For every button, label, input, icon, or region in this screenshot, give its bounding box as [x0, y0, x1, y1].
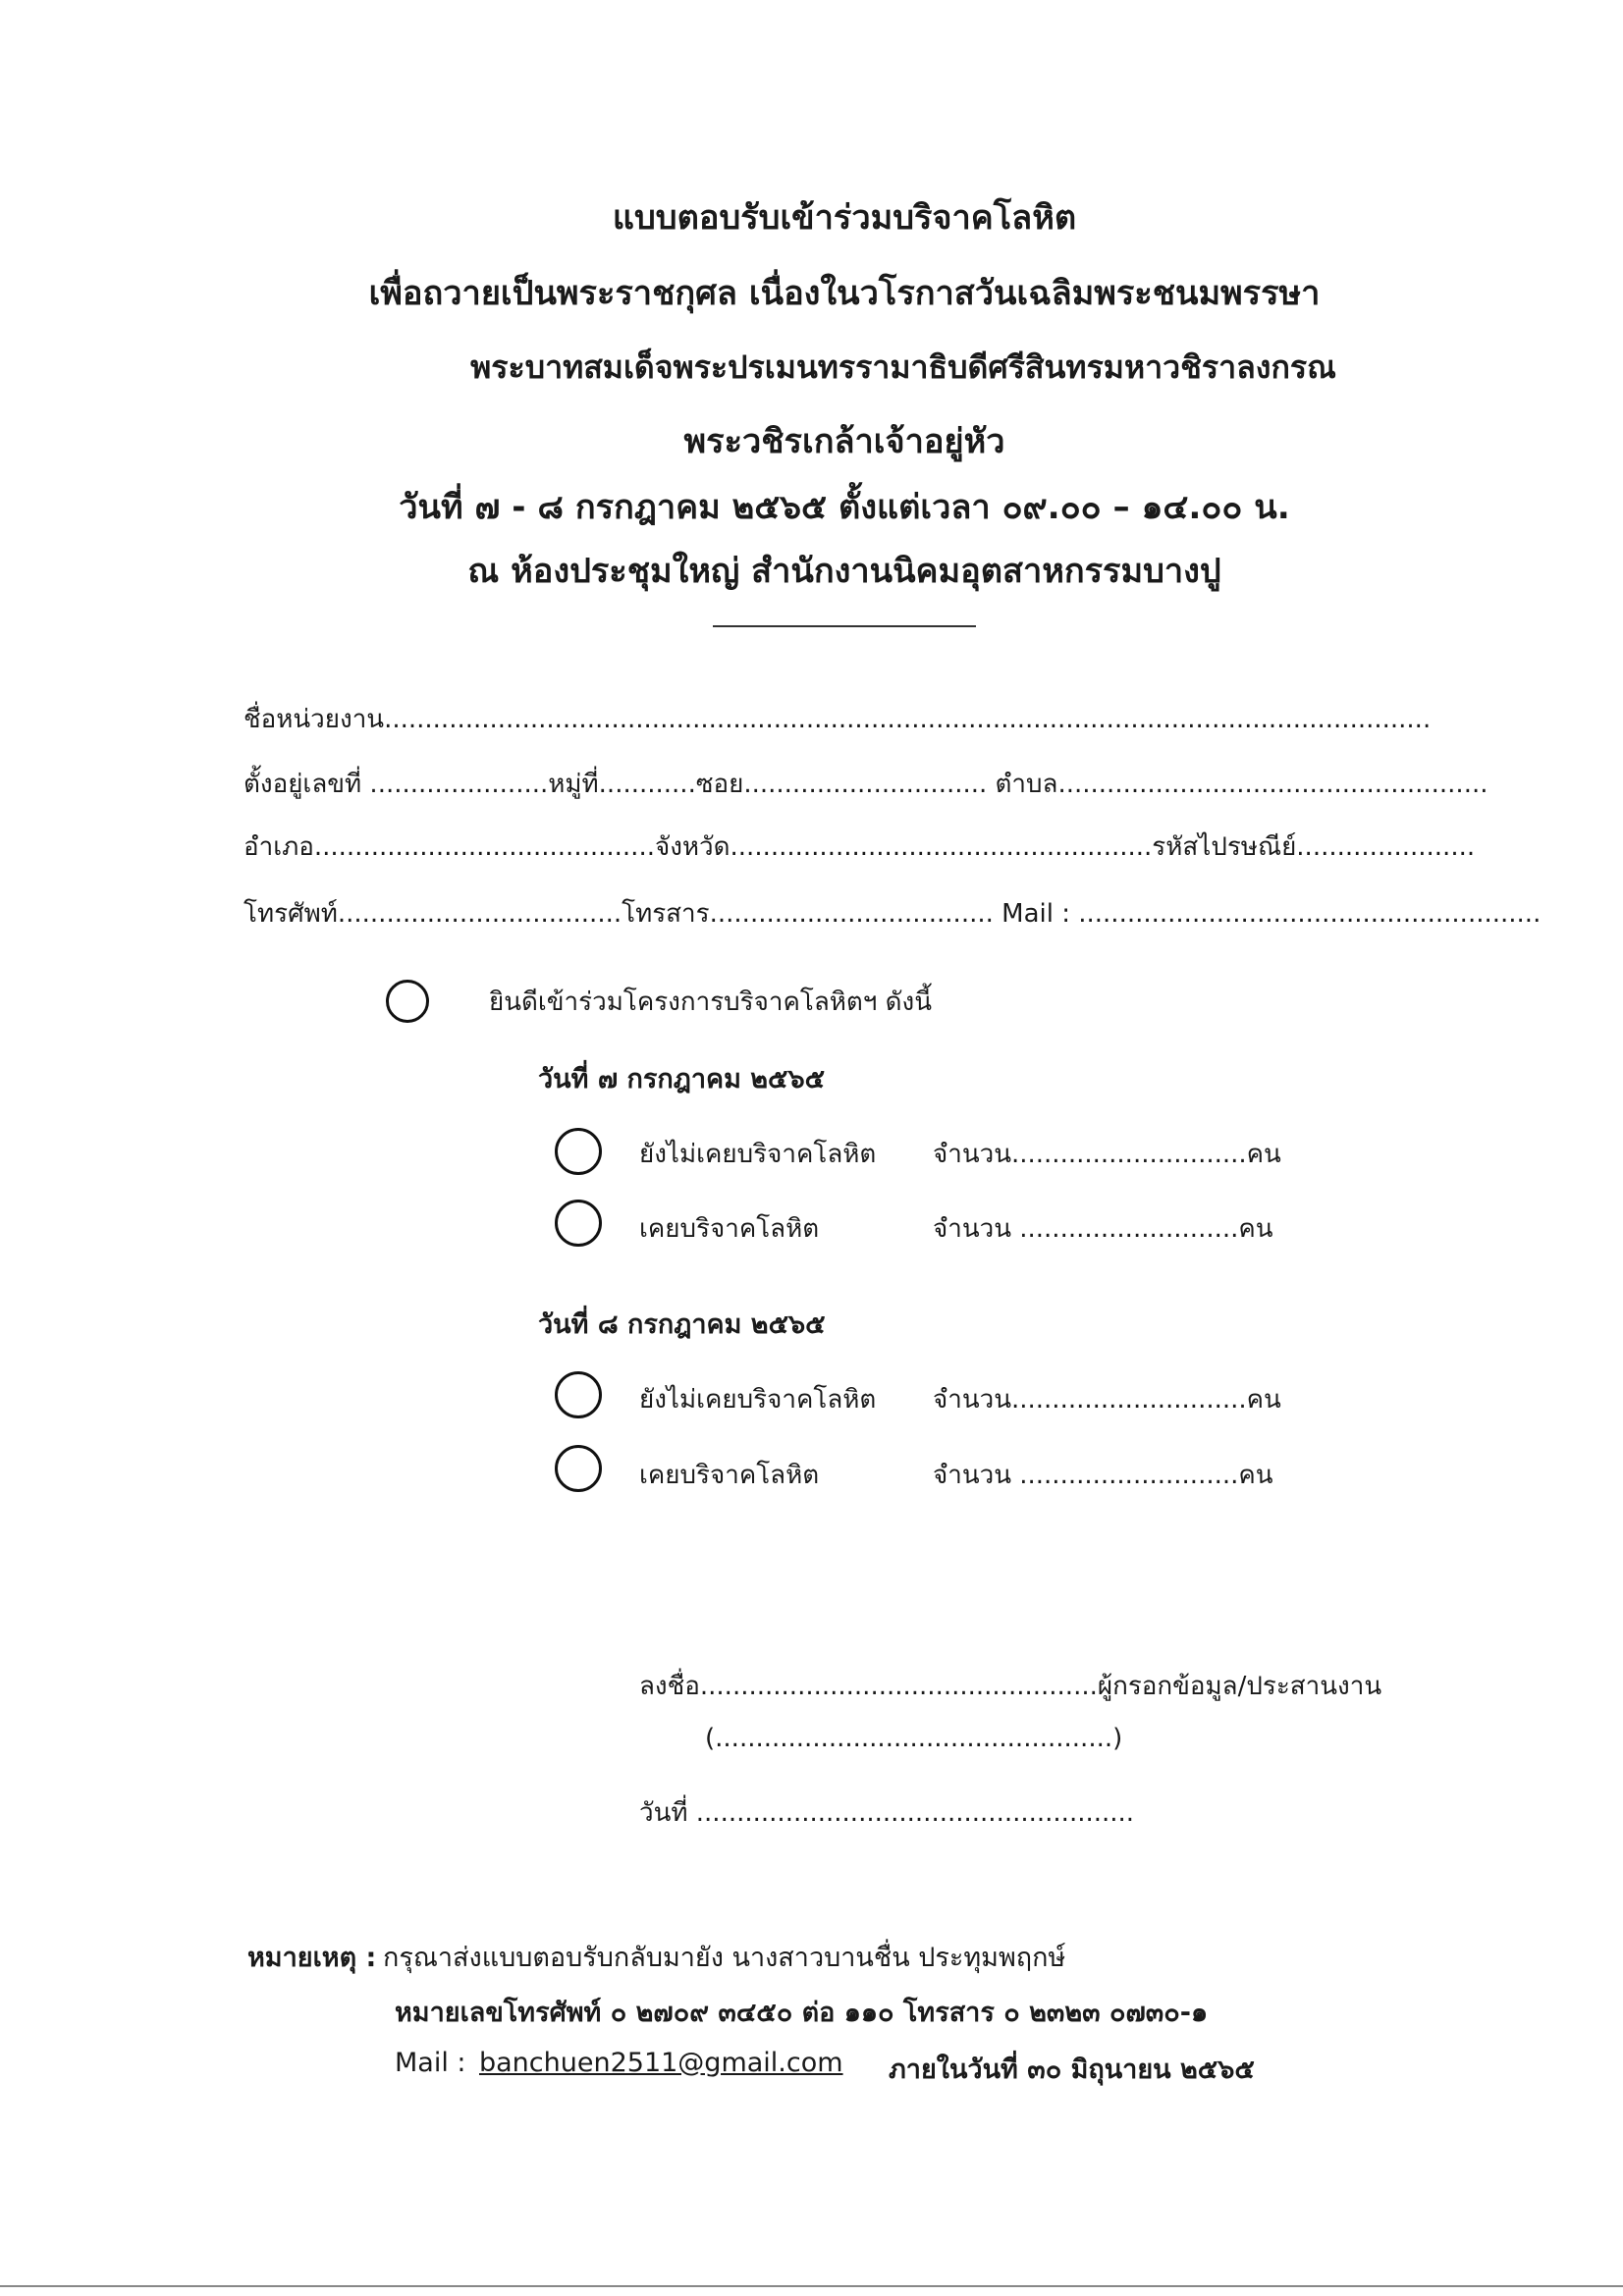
note-label: หมายเหตุ : [247, 1943, 377, 1973]
note-line-2: หมายเลขโทรศัพท์ ๐ ๒๗๐๙ ๓๔๕๐ ต่อ ๑๑๐ โทรสาร ๐ ๒๓๒๓ ๐๗๓๐-๑ [395, 1998, 1209, 2028]
day1-before-label: เคยบริจาคโลหิต [639, 1214, 820, 1244]
district-field[interactable]: อำเภอ..........................................จังหวัด....................................................รหัสไปรษณีย์...................... [243, 832, 1476, 862]
page-bottom-line [0, 2285, 1623, 2287]
join-label: ยินดีเข้าร่วมโครงการบริจาคโลหิตฯ ดังนี้ [489, 988, 933, 1017]
mail-label: Mail : [395, 2048, 466, 2078]
day2-never-amount[interactable]: จำนวน.............................คน [933, 1385, 1281, 1415]
event-date: วันที่ ๗ - ๘ กรกฎาคม ๒๕๖๕ ตั้งแต่เวลา ๐๙.๐๐ – ๑๔.๐๐ น. [399, 488, 1290, 527]
day2-before-label: เคยบริจาคโลหิต [639, 1461, 820, 1490]
org-name-field[interactable]: ชื่อหน่วยงาน................................................................................................................................. [243, 705, 1432, 734]
form-subtitle-3: พระวชิรเกล้าเจ้าอยู่หัว [683, 422, 1005, 461]
join-radio[interactable] [386, 980, 429, 1023]
address-field[interactable]: ตั้งอยู่เลขที่ ......................หมู่ที่............ซอย.............................. ตำบล..................................................... [243, 770, 1488, 799]
day1-before-radio[interactable] [555, 1200, 602, 1247]
phone-field[interactable]: โทรศัพท์...................................โทรสาร................................... Mail : ......................................................... [243, 899, 1542, 929]
day2-never-label: ยังไม่เคยบริจาคโลหิต [639, 1385, 877, 1415]
day1-never-amount[interactable]: จำนวน.............................คน [933, 1140, 1281, 1169]
signer-name-line[interactable]: (.................................................) [705, 1724, 1123, 1753]
form-subtitle-1: เพื่อถวายเป็นพระราชกุศล เนื่องในวโรกาสวันเฉลิมพระชนมพรรษา [368, 274, 1321, 313]
header-separator [713, 625, 976, 627]
day1-date: วันที่ ๗ กรกฎาคม ๒๕๖๕ [538, 1064, 826, 1095]
day2-never-radio[interactable] [555, 1371, 602, 1418]
day1-never-label: ยังไม่เคยบริจาคโลหิต [639, 1140, 877, 1169]
form-title: แบบตอบรับเข้าร่วมบริจาคโลหิต [612, 198, 1077, 238]
day2-before-radio[interactable] [555, 1445, 602, 1492]
day1-before-amount[interactable]: จำนวน ...........................คน [933, 1214, 1273, 1244]
event-venue: ณ ห้องประชุมใหญ่ สำนักงานนิคมอุตสาหกรรมบางปู [467, 552, 1221, 591]
deadline: ภายในวันที่ ๓๐ มิถุนายน ๒๕๖๕ [889, 2055, 1255, 2085]
note-line-1: กรุณาส่งแบบตอบรับกลับมายัง นางสาวบานชื่น ประทุมพฤกษ์ [383, 1943, 1066, 1973]
signature-line[interactable]: ลงชื่อ.................................................ผู้กรอกข้อมูล/ประสานงาน [639, 1672, 1382, 1701]
day2-date: วันที่ ๘ กรกฎาคม ๒๕๖๕ [538, 1309, 826, 1340]
sign-date-line[interactable]: วันที่ ...................................................... [639, 1798, 1135, 1828]
email-link[interactable]: banchuen2511@gmail.com [479, 2048, 843, 2078]
day2-before-amount[interactable]: จำนวน ...........................คน [933, 1461, 1273, 1490]
form-subtitle-2: พระบาทสมเด็จพระปรเมนทรรามาธิบดีศรีสินทรมหาวชิราลงกรณ [470, 348, 1336, 386]
day1-never-radio[interactable] [555, 1128, 602, 1175]
